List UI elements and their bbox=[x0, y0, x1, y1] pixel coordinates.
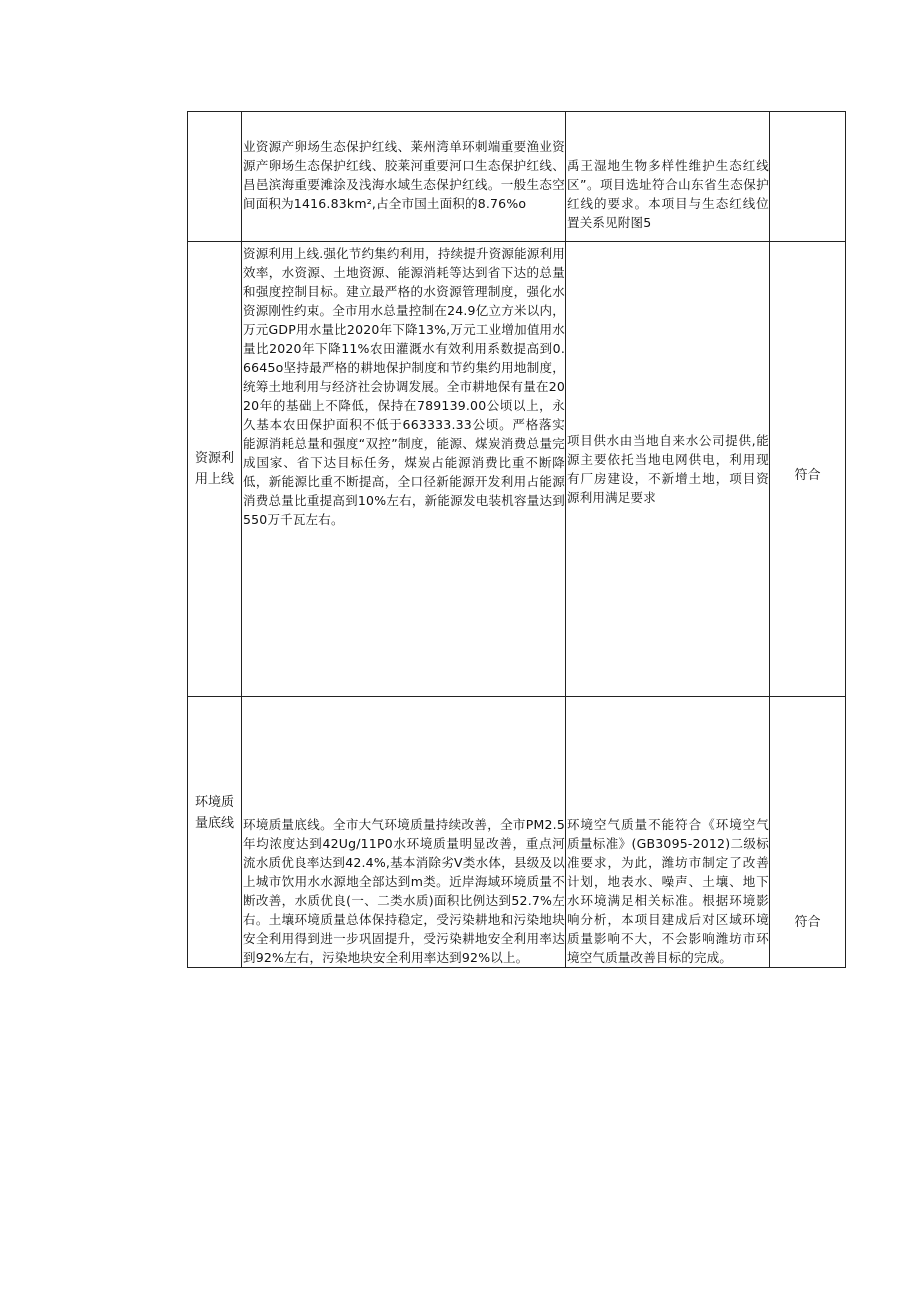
compliance-table bbox=[187, 111, 846, 968]
category-text: 资源利用上线 bbox=[194, 451, 234, 487]
category-text: 环境质量底线 bbox=[194, 795, 234, 831]
result-cell bbox=[770, 112, 846, 242]
requirement-cell bbox=[242, 242, 566, 697]
requirement-text: 资源利用上线.强化节约集约利用，持续提升资源能源利用效率，水资源、土地资源、能源消耗等达到省下达的总量和强度控制目标。建立最严格的水资源管理制度，强化水资源刚性约束。全市用水总量控制在24.9亿立方米以内，万元GDP用水量比2020年下降13%,万元工业增加值用水量比2020年下降11%农田灌溉水有效利用系数提高到0.6645o坚持最严格的耕地保护制度和节约集约用地制度，统筹土地利用与经济社会协调发展。全市耕地保有量在2020年的基础上不降低，保持在789139.00公顷以上，永久基本农田保护面积不低于663333.33公顷。严格落实能源消耗总量和强度“双控”制度，能源、煤炭消费总量完成国家、省下达目标任务，煤炭占能源消费比重不断降低，新能源比重不断提高，全口径新能源开发利用占能源消费总量比重提高到10%左右，新能源发电装机容量达到550万千瓦左右。 bbox=[243, 246, 565, 527]
requirement-text: 业资源产卵场生态保护红线、莱州湾单环刺端重要渔业资源产卵场生态保护红线、胶莱河重要河口生态保护红线、昌邑滨海重要滩涂及浅海水域生态保护红线。一般生态空间面积为1416.83km²,占全市国土面积的8.76%o bbox=[243, 139, 565, 211]
requirement-text: 环境质量底线。全市大气环境质量持续改善，全市PM2.5年均浓度达到42Ug∕11P0水环境质量明显改善，重点河流水质优良率达到42.4%,基本消除劣V类水体，县级及以上城市饮用水水源地全部达到m类。近岸海域环境质量不断改善，水质优良(一、二类水质)面积比例达到52.7%左右。土壤环境质量总体保持稳定，受污染耕地和污染地块安全利用得到进一步巩固提升，受污染耕地安全利用率达到92%左右，污染地块安全利用率达到92%以上。 bbox=[243, 817, 565, 965]
analysis-text: 禹王湿地生物多样性维护生态红线区”。项目选址符合山东省生态保护红线的要求。本项目与生态红线位置关系见附图5 bbox=[567, 158, 769, 230]
requirement-cell bbox=[242, 112, 566, 242]
category-cell bbox=[188, 112, 242, 242]
result-text: 符合 bbox=[794, 468, 821, 483]
result-text: 符合 bbox=[794, 915, 821, 930]
requirement-cell bbox=[242, 697, 566, 968]
table-row bbox=[188, 697, 846, 968]
category-cell bbox=[188, 242, 242, 697]
table-row bbox=[188, 242, 846, 697]
analysis-text: 环境空气质量不能符合《环境空气质量标准》(GB3095-2012)二级标准要求，为此，潍坊市制定了改善计划，地表水、噪声、土壤、地下水环境满足相关标准。根据环境影响分析，本项目建成后对区域环境质量影响不大，不会影响潍坊市环境空气质量改善目标的完成。 bbox=[567, 817, 769, 965]
result-cell bbox=[770, 697, 846, 968]
analysis-cell bbox=[566, 697, 770, 968]
analysis-cell bbox=[566, 112, 770, 242]
result-cell bbox=[770, 242, 846, 697]
category-cell bbox=[188, 697, 242, 968]
analysis-text: 项目供水由当地自来水公司提供,能源主要依托当地电网供电，利用现有厂房建设，不新增土地，项目资源利用满足要求 bbox=[567, 433, 769, 505]
table-row bbox=[188, 112, 846, 242]
analysis-cell bbox=[566, 242, 770, 697]
